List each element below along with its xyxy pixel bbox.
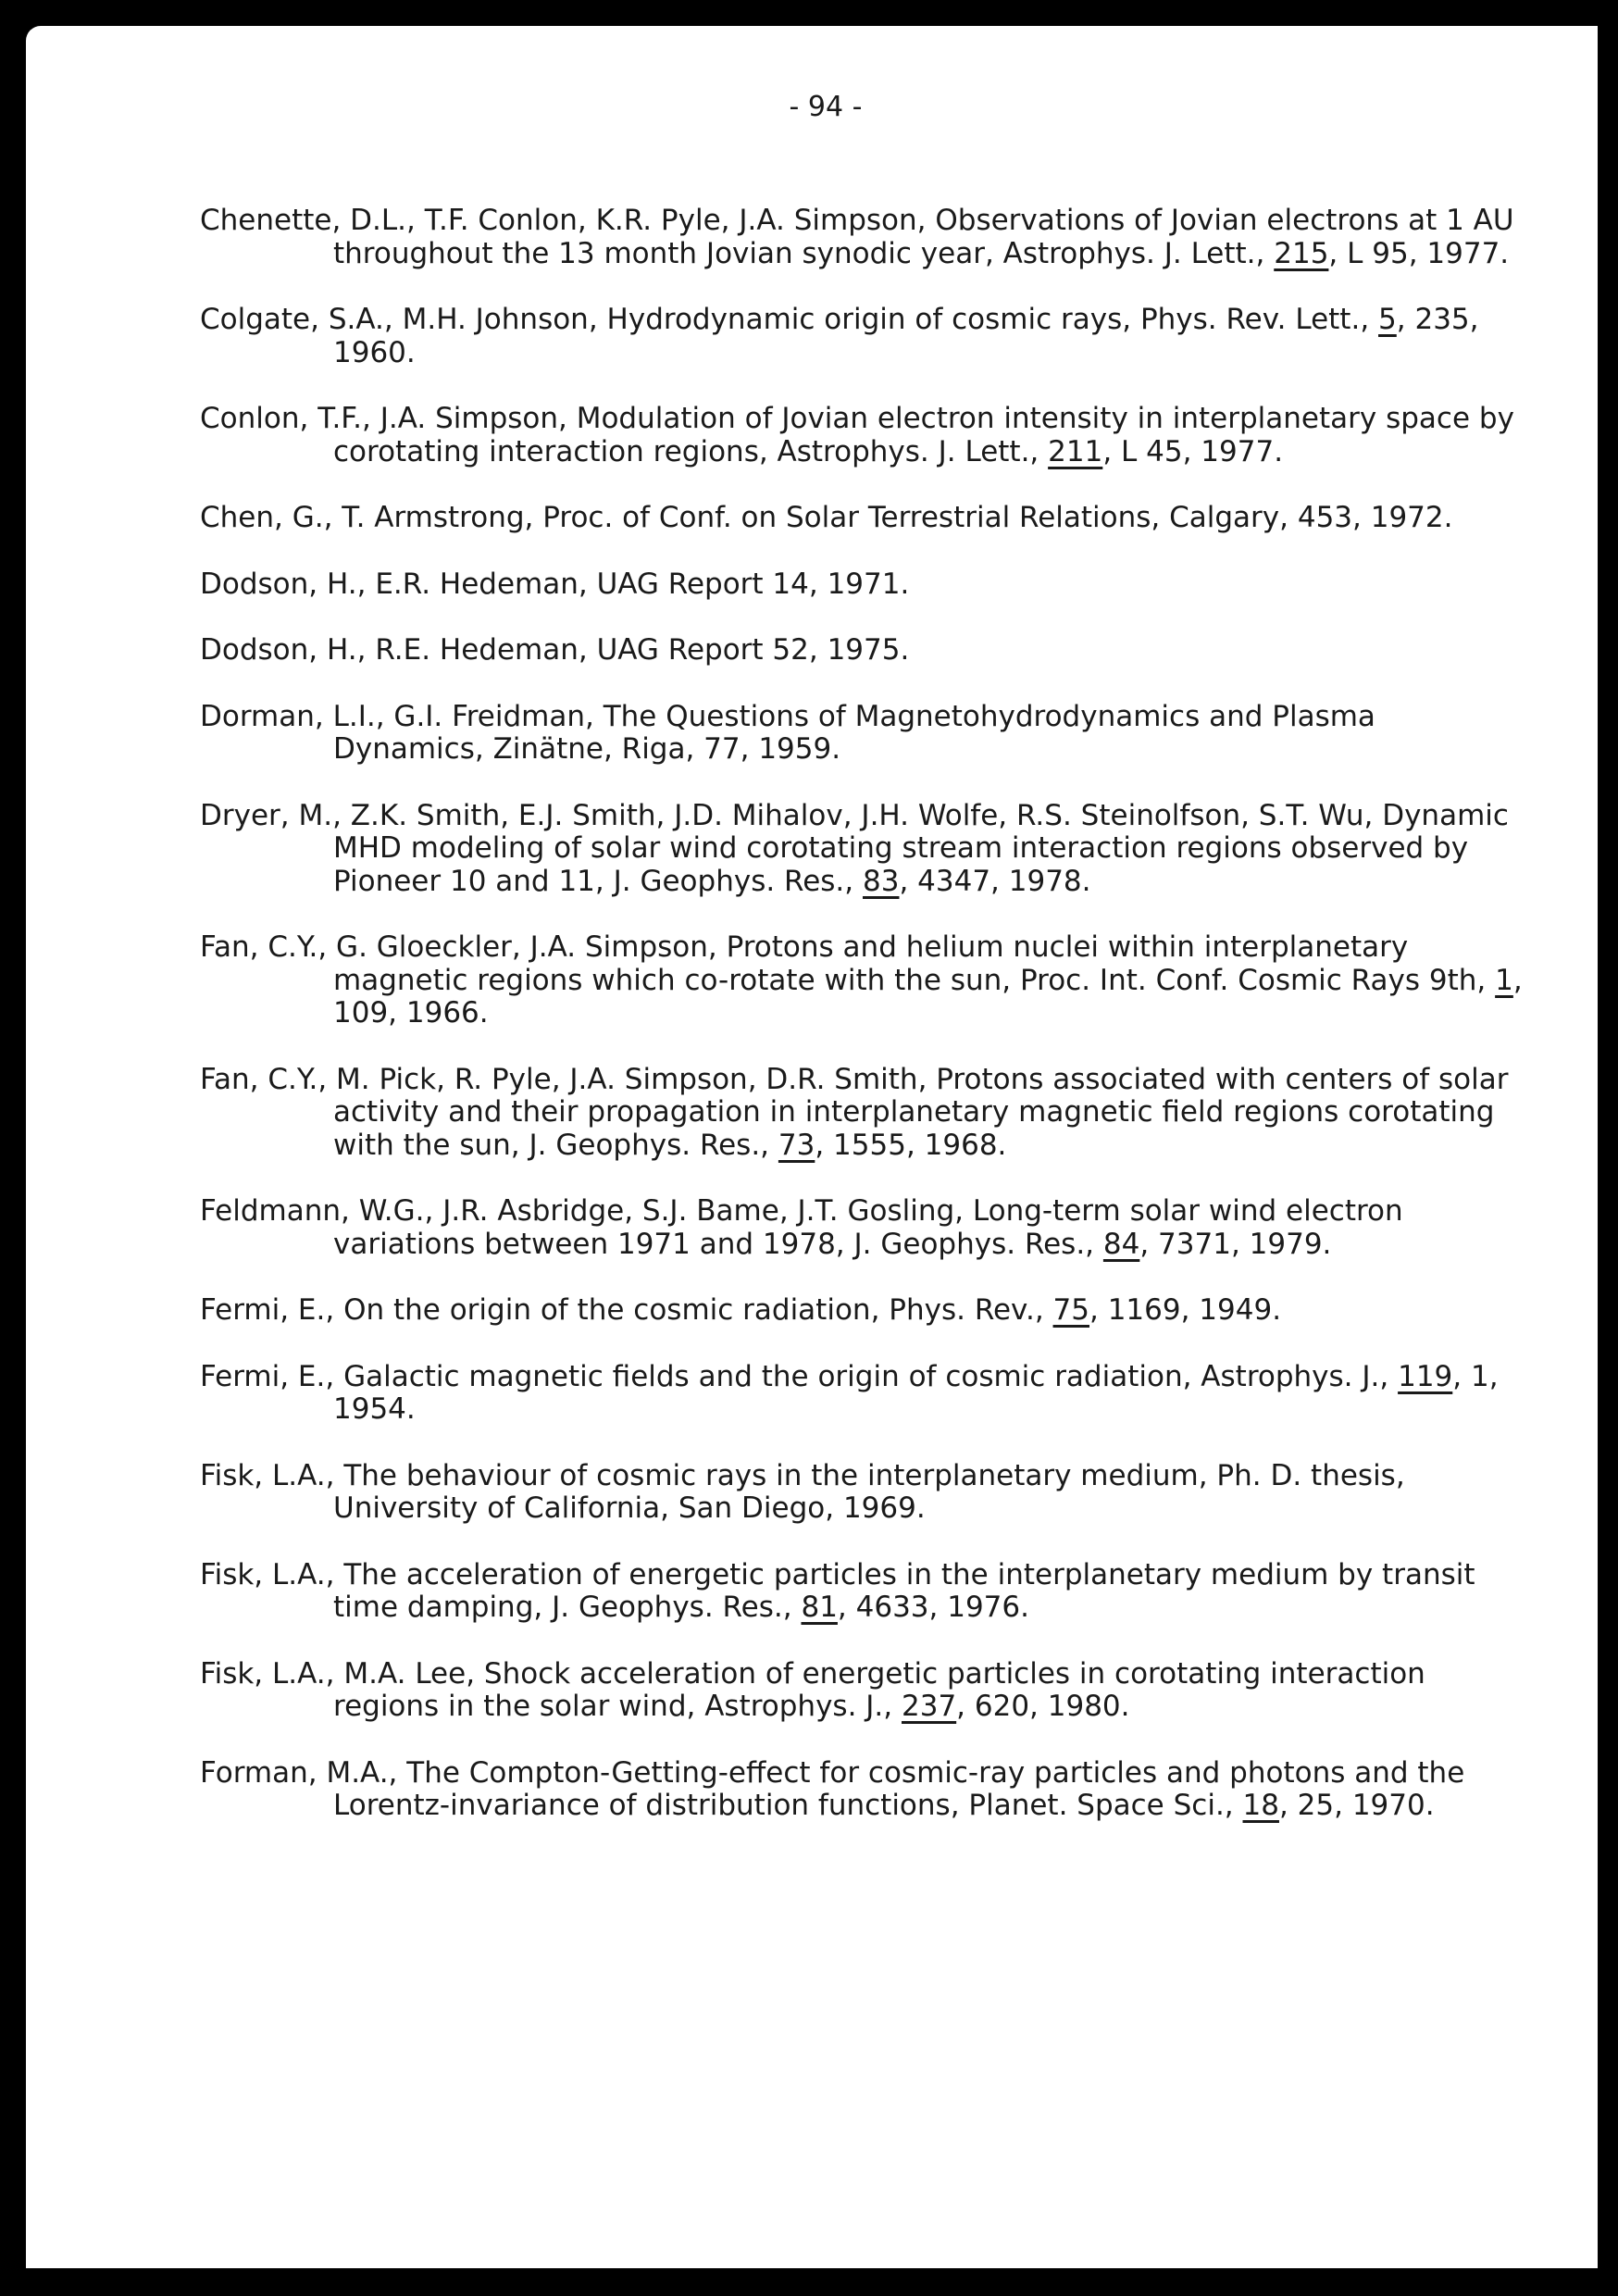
reference-entry [200,931,1533,1030]
reference-text-tail: , 4347, 1978. [899,864,1091,898]
reference-text: Fermi, E., On the origin of the cosmic radiation, Phys. Rev., [200,1293,1053,1327]
reference-text-tail: , 620, 1980. [956,1690,1130,1723]
reference-text-tail: , 1, 1954. [333,1359,1499,1426]
reference-text: Fermi, E., Galactic magnetic fields and the origin of cosmic radiation, Astrophys. J., [200,1359,1399,1393]
reference-volume: 81 [801,1591,838,1624]
reference-text-tail: , 109, 1966. [333,963,1523,1029]
reference-text: Chen, G., T. Armstrong, Proc. of Conf. on Solar Terrestrial Relations, Calgary, 453, 1972. [200,501,1453,534]
reference-entry [200,1559,1533,1625]
reference-volume: 211 [1048,434,1103,468]
page-number: - 94 - [789,91,863,123]
reference-text: Dryer, M., Z.K. Smith, E.J. Smith, J.D. Mihalov, J.H. Wolfe, R.S. Steinolfson, S.T. Wu, Dynamic MHD modeling of solar wind corotating stream interaction regions observed by Pioneer 10 and 11, J. Geophys. Res., [200,798,1509,898]
reference-entry [200,1460,1533,1526]
reference-text-tail: , L 45, 1977. [1102,434,1284,468]
reference-entry [200,502,1533,535]
reference-entry [200,205,1533,270]
reference-volume: 5 [1378,303,1397,336]
reference-text-tail: , 25, 1970. [1278,1789,1435,1822]
reference-entry [200,1195,1533,1261]
reference-entry [200,701,1533,767]
reference-volume: 237 [902,1690,957,1723]
reference-entry [200,1757,1533,1823]
reference-volume: 73 [778,1128,815,1162]
reference-volume: 84 [1102,1227,1140,1261]
reference-volume: 75 [1052,1293,1089,1327]
reference-list [200,205,1533,1856]
reference-entry [200,1658,1533,1724]
reference-text: Fan, C.Y., G. Gloeckler, J.A. Simpson, Protons and helium nuclei within interplanetary magnetic regions which co-rotate with the sun, Proc. Int. Conf. Cosmic Rays 9th, [200,930,1496,997]
reference-text: Fisk, L.A., M.A. Lee, Shock acceleration of energetic particles in corotating interaction regions in the solar wind, Astrophys. J., [200,1656,1425,1723]
reference-volume: 83 [863,864,900,898]
reference-text: Fisk, L.A., The acceleration of energetic particles in the interplanetary medium by transit time damping, J. Geophys. Res., [200,1557,1475,1624]
reference-text: Conlon, T.F., J.A. Simpson, Modulation of Jovian electron intensity in interplanetary space by corotating interaction regions, Astrophys. J. Lett., [200,402,1514,468]
reference-entry [200,634,1533,668]
reference-text-tail: , 1555, 1968. [815,1128,1007,1162]
reference-text: Fan, C.Y., M. Pick, R. Pyle, J.A. Simpson, D.R. Smith, Protons associated with centers of solar activity and their propagation in interplanetary magnetic field regions corotating with the sun, J. Geophys. Res., [200,1062,1509,1162]
reference-volume: 1 [1495,963,1513,997]
reference-text: Feldmann, W.G., J.R. Asbridge, S.J. Bame, J.T. Gosling, Long-term solar wind electron variations between 1971 and 1978, J. Geophys. Res., [200,1194,1403,1261]
reference-entry [200,1294,1533,1328]
reference-volume: 18 [1242,1789,1279,1822]
reference-text: Forman, M.A., The Compton-Getting-effect for cosmic-ray particles and photons and the Lorentz-invariance of distribution functions, Planet. Space Sci., [200,1755,1465,1822]
reference-entry [200,800,1533,899]
reference-text-tail: , 4633, 1976. [837,1591,1029,1624]
reference-text: Colgate, S.A., M.H. Johnson, Hydrodynamic origin of cosmic rays, Phys. Rev. Lett., [200,303,1379,336]
reference-text: Dodson, H., R.E. Hedeman, UAG Report 52, 1975. [200,633,910,667]
reference-text-tail: , 235, 1960. [333,303,1479,369]
reference-entry [200,1361,1533,1427]
document-page [26,26,1598,2268]
reference-entry [200,304,1533,369]
reference-text-tail: , L 95, 1977. [1328,236,1510,270]
reference-volume: 215 [1274,236,1329,270]
reference-text: Dodson, H., E.R. Hedeman, UAG Report 14, 1971. [200,567,910,601]
reference-text: Dorman, L.I., G.I. Freidman, The Questions of Magnetohydrodynamics and Plasma Dynamics, Zinätne, Riga, 77, 1959. [200,699,1375,766]
reference-text: Fisk, L.A., The behaviour of cosmic rays in the interplanetary medium, Ph. D. thesis, University of California, San Diego, 1969. [200,1458,1405,1525]
reference-entry [200,1064,1533,1163]
reference-entry [200,568,1533,602]
reference-text: Chenette, D.L., T.F. Conlon, K.R. Pyle, J.A. Simpson, Observations of Jovian electrons at 1 AU throughout the 13 month Jovian synodic year, Astrophys. J. Lett., [200,204,1514,270]
reference-entry [200,403,1533,468]
reference-text-tail: , 7371, 1979. [1139,1227,1332,1261]
reference-text-tail: , 1169, 1949. [1089,1293,1282,1327]
reference-volume: 119 [1398,1359,1453,1393]
